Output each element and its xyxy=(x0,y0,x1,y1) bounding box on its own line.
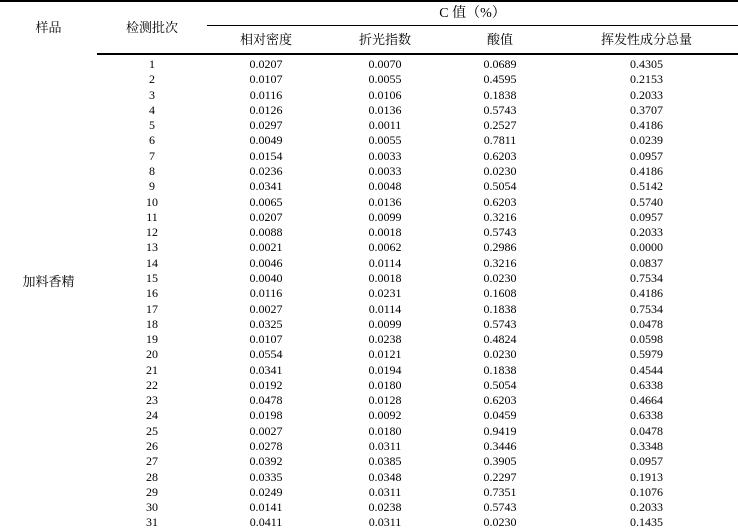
refractive-index-cell: 0.0128 xyxy=(368,393,402,408)
total-volatiles-cell: 0.0478 xyxy=(630,316,663,331)
table-top-rule xyxy=(0,0,738,2)
refractive-index-cell: 0.0311 xyxy=(368,515,402,530)
sample-cell xyxy=(0,317,97,332)
sample-cell xyxy=(0,454,97,469)
acid-value-cell: 0.7811 xyxy=(483,133,517,148)
acid-value-cell: 0.1608 xyxy=(483,286,517,301)
batch-cell: 3 xyxy=(149,87,155,102)
sample-cell xyxy=(0,103,97,118)
refractive-index-cell: 0.0121 xyxy=(368,347,402,362)
sample-cell xyxy=(0,88,97,103)
sample-cell xyxy=(0,302,97,317)
total-volatiles-cell: 0.1913 xyxy=(630,469,663,484)
batch-cell: 10 xyxy=(146,194,158,209)
acid-value-cell: 0.1838 xyxy=(483,301,517,316)
acid-value-cell: 0.5054 xyxy=(483,179,517,194)
total-volatiles-cell: 0.5142 xyxy=(630,179,663,194)
batch-cell: 9 xyxy=(149,179,155,194)
table-row xyxy=(0,118,738,133)
sample-cell xyxy=(0,133,97,148)
total-volatiles-cell: 0.5979 xyxy=(630,347,663,362)
header-bottom-rule xyxy=(97,53,738,55)
total-volatiles-cell: 0.5740 xyxy=(630,194,663,209)
table-row xyxy=(0,302,738,317)
sample-cell xyxy=(0,164,97,179)
refractive-index-cell: 0.0048 xyxy=(368,179,402,194)
sample-cell xyxy=(0,408,97,423)
sample-cell xyxy=(0,225,97,240)
batch-cell: 23 xyxy=(146,393,158,408)
sample-cell xyxy=(0,439,97,454)
total-volatiles-cell: 0.2033 xyxy=(630,500,663,515)
relative-density-cell: 0.0207 xyxy=(249,57,283,71)
table-row xyxy=(0,393,738,408)
sample-cell xyxy=(0,500,97,515)
group-header-cvalue: C 值（%） xyxy=(439,6,506,21)
acid-value-cell: 0.3905 xyxy=(483,454,517,469)
table-body xyxy=(0,57,738,531)
refractive-index-cell: 0.0114 xyxy=(368,255,402,270)
table-row xyxy=(0,240,738,255)
refractive-index-cell: 0.0055 xyxy=(368,133,402,148)
sample-cell xyxy=(0,485,97,500)
table-row xyxy=(0,500,738,515)
acid-value-cell: 0.5743 xyxy=(483,102,517,117)
relative-density-cell: 0.0141 xyxy=(249,500,283,515)
sample-cell xyxy=(0,195,97,210)
relative-density-cell: 0.0049 xyxy=(249,133,283,148)
batch-cell: 1 xyxy=(149,57,155,71)
acid-value-cell: 0.3216 xyxy=(483,209,517,224)
batch-cell: 26 xyxy=(146,439,158,454)
acid-value-cell: 0.6203 xyxy=(483,194,517,209)
refractive-index-cell: 0.0018 xyxy=(368,270,402,285)
total-volatiles-cell: 0.0478 xyxy=(630,423,663,438)
total-volatiles-cell: 0.4186 xyxy=(630,286,663,301)
acid-value-cell: 0.9419 xyxy=(483,423,517,438)
relative-density-cell: 0.0027 xyxy=(249,423,283,438)
relative-density-cell: 0.0335 xyxy=(249,469,283,484)
batch-cell: 5 xyxy=(149,118,155,133)
total-volatiles-cell: 0.4186 xyxy=(630,118,663,133)
table-row xyxy=(0,271,738,286)
sample-cell xyxy=(0,363,97,378)
refractive-index-cell: 0.0348 xyxy=(368,469,402,484)
total-volatiles-cell: 0.0957 xyxy=(630,454,663,469)
table-row xyxy=(0,332,738,347)
total-volatiles-cell: 0.4544 xyxy=(630,362,663,377)
relative-density-cell: 0.0088 xyxy=(249,225,283,240)
batch-cell: 19 xyxy=(146,332,158,347)
table-row xyxy=(0,256,738,271)
table-row xyxy=(0,179,738,194)
sample-cell xyxy=(0,57,97,72)
total-volatiles-cell: 0.2033 xyxy=(630,87,663,102)
batch-cell: 13 xyxy=(146,240,158,255)
refractive-index-cell: 0.0099 xyxy=(368,209,402,224)
batch-cell: 20 xyxy=(146,347,158,362)
column-header-relative-density: 相对密度 xyxy=(239,32,292,47)
batch-cell: 31 xyxy=(146,515,158,530)
refractive-index-cell: 0.0180 xyxy=(368,423,402,438)
refractive-index-cell: 0.0180 xyxy=(368,377,402,392)
acid-value-cell: 0.0459 xyxy=(483,408,517,423)
refractive-index-cell: 0.0106 xyxy=(368,87,402,102)
relative-density-cell: 0.0027 xyxy=(249,301,283,316)
table-row xyxy=(0,286,738,301)
sample-cell xyxy=(0,393,97,408)
acid-value-cell: 0.4595 xyxy=(483,72,517,87)
refractive-index-cell: 0.0385 xyxy=(368,454,402,469)
total-volatiles-cell: 0.7534 xyxy=(630,301,663,316)
total-volatiles-cell: 0.0598 xyxy=(630,332,663,347)
relative-density-cell: 0.0107 xyxy=(249,332,283,347)
batch-cell: 30 xyxy=(146,500,158,515)
total-volatiles-cell: 0.4305 xyxy=(630,57,663,71)
table-row xyxy=(0,470,738,485)
refractive-index-cell: 0.0231 xyxy=(368,286,402,301)
table-row xyxy=(0,317,738,332)
acid-value-cell: 0.6203 xyxy=(483,393,517,408)
table-row xyxy=(0,103,738,118)
acid-value-cell: 0.5743 xyxy=(483,500,517,515)
relative-density-cell: 0.0107 xyxy=(249,72,283,87)
sample-cell xyxy=(0,332,97,347)
refractive-index-cell: 0.0033 xyxy=(368,163,402,178)
sample-cell xyxy=(0,271,97,286)
relative-density-cell: 0.0207 xyxy=(249,209,283,224)
sample-cell xyxy=(0,72,97,87)
table-row xyxy=(0,408,738,423)
acid-value-cell: 0.5054 xyxy=(483,377,517,392)
table-row xyxy=(0,439,738,454)
total-volatiles-cell: 0.6338 xyxy=(630,377,663,392)
batch-cell: 8 xyxy=(149,163,155,178)
sample-cell xyxy=(0,424,97,439)
batch-cell: 12 xyxy=(146,225,158,240)
sample-cell xyxy=(0,118,97,133)
sample-cell xyxy=(0,149,97,164)
table-row xyxy=(0,515,738,530)
refractive-index-cell: 0.0311 xyxy=(368,439,402,454)
refractive-index-cell: 0.0194 xyxy=(368,362,402,377)
acid-value-cell: 0.5743 xyxy=(483,225,517,240)
table-row xyxy=(0,210,738,225)
batch-cell: 25 xyxy=(146,423,158,438)
batch-cell: 22 xyxy=(146,377,158,392)
total-volatiles-cell: 0.1435 xyxy=(630,515,663,530)
refractive-index-cell: 0.0238 xyxy=(368,332,402,347)
acid-value-cell: 0.2297 xyxy=(483,469,517,484)
batch-cell: 27 xyxy=(146,454,158,469)
batch-cell: 11 xyxy=(146,209,158,224)
table-row xyxy=(0,149,738,164)
batch-cell: 24 xyxy=(146,408,158,423)
table-row xyxy=(0,424,738,439)
total-volatiles-cell: 0.3348 xyxy=(630,439,663,454)
refractive-index-cell: 0.0033 xyxy=(368,148,402,163)
sample-cell xyxy=(0,179,97,194)
table-row xyxy=(0,195,738,210)
batch-cell: 18 xyxy=(146,316,158,331)
relative-density-cell: 0.0341 xyxy=(249,362,283,377)
table-row xyxy=(0,378,738,393)
sample-cell xyxy=(0,286,97,301)
batch-cell: 6 xyxy=(149,133,155,148)
acid-value-cell: 0.4824 xyxy=(483,332,517,347)
sample-cell xyxy=(0,470,97,485)
total-volatiles-cell: 0.0239 xyxy=(630,133,663,148)
acid-value-cell: 0.2527 xyxy=(483,118,517,133)
relative-density-cell: 0.0192 xyxy=(249,377,283,392)
relative-density-cell: 0.0065 xyxy=(249,194,283,209)
relative-density-cell: 0.0116 xyxy=(249,87,283,102)
total-volatiles-cell: 0.0837 xyxy=(630,255,663,270)
group-header-rule xyxy=(207,25,738,26)
batch-cell: 17 xyxy=(146,301,158,316)
total-volatiles-cell: 0.4664 xyxy=(630,393,663,408)
table-row xyxy=(0,485,738,500)
relative-density-cell: 0.0040 xyxy=(249,270,283,285)
relative-density-cell: 0.0478 xyxy=(249,393,283,408)
sample-cell xyxy=(0,347,97,362)
column-header-batch: 检测批次 xyxy=(125,20,178,35)
relative-density-cell: 0.0126 xyxy=(249,102,283,117)
batch-cell: 7 xyxy=(149,148,155,163)
batch-cell: 16 xyxy=(146,286,158,301)
table-row xyxy=(0,363,738,378)
total-volatiles-cell: 0.2153 xyxy=(630,72,663,87)
batch-cell: 2 xyxy=(149,72,155,87)
table-row xyxy=(0,88,738,103)
batch-cell: 28 xyxy=(146,469,158,484)
relative-density-cell: 0.0021 xyxy=(249,240,283,255)
sample-cell xyxy=(0,256,97,271)
table-row xyxy=(0,454,738,469)
acid-value-cell: 0.0230 xyxy=(483,515,517,530)
refractive-index-cell: 0.0311 xyxy=(368,484,402,499)
relative-density-cell: 0.0154 xyxy=(249,148,283,163)
table-row xyxy=(0,225,738,240)
column-header-refractive-index: 折光指数 xyxy=(358,32,411,47)
sample-cell xyxy=(0,240,97,255)
batch-cell: 21 xyxy=(146,362,158,377)
acid-value-cell: 0.0230 xyxy=(483,347,517,362)
total-volatiles-cell: 0.7534 xyxy=(630,270,663,285)
relative-density-cell: 0.0046 xyxy=(249,255,283,270)
refractive-index-cell: 0.0062 xyxy=(368,240,402,255)
sample-cell xyxy=(0,210,97,225)
total-volatiles-cell: 0.3707 xyxy=(630,102,663,117)
column-header-sample: 样品 xyxy=(35,20,62,35)
relative-density-cell: 0.0325 xyxy=(249,316,283,331)
table-row xyxy=(0,57,738,72)
relative-density-cell: 0.0341 xyxy=(249,179,283,194)
acid-value-cell: 0.6203 xyxy=(483,148,517,163)
total-volatiles-cell: 0.4186 xyxy=(630,163,663,178)
relative-density-cell: 0.0116 xyxy=(249,286,283,301)
refractive-index-cell: 0.0238 xyxy=(368,500,402,515)
batch-cell: 15 xyxy=(146,270,158,285)
relative-density-cell: 0.0198 xyxy=(249,408,283,423)
relative-density-cell: 0.0411 xyxy=(249,515,283,530)
total-volatiles-cell: 0.0957 xyxy=(630,209,663,224)
refractive-index-cell: 0.0011 xyxy=(368,118,402,133)
relative-density-cell: 0.0392 xyxy=(249,454,283,469)
sample-cell xyxy=(0,378,97,393)
acid-value-cell: 0.3446 xyxy=(483,439,517,454)
relative-density-cell: 0.0554 xyxy=(249,347,283,362)
batch-cell: 29 xyxy=(146,484,158,499)
refractive-index-cell: 0.0018 xyxy=(368,225,402,240)
refractive-index-cell: 0.0136 xyxy=(368,102,402,117)
batch-cell: 14 xyxy=(146,255,158,270)
refractive-index-cell: 0.0055 xyxy=(368,72,402,87)
relative-density-cell: 0.0249 xyxy=(249,484,283,499)
table-row xyxy=(0,347,738,362)
table-row xyxy=(0,72,738,87)
sample-name-label: 加料香精 xyxy=(22,274,75,289)
total-volatiles-cell: 0.0000 xyxy=(630,240,663,255)
acid-value-cell: 0.0689 xyxy=(483,57,517,71)
sample-cell xyxy=(0,515,97,530)
acid-value-cell: 0.1838 xyxy=(483,87,517,102)
column-header-total-volatiles: 挥发性成分总量 xyxy=(600,32,692,47)
relative-density-cell: 0.0297 xyxy=(249,118,283,133)
refractive-index-cell: 0.0099 xyxy=(368,316,402,331)
batch-cell: 4 xyxy=(149,102,155,117)
acid-value-cell: 0.0230 xyxy=(483,163,517,178)
relative-density-cell: 0.0236 xyxy=(249,163,283,178)
total-volatiles-cell: 0.2033 xyxy=(630,225,663,240)
acid-value-cell: 0.7351 xyxy=(483,484,517,499)
acid-value-cell: 0.1838 xyxy=(483,362,517,377)
table-row xyxy=(0,133,738,148)
refractive-index-cell: 0.0092 xyxy=(368,408,402,423)
column-header-acid-value: 酸值 xyxy=(486,32,513,47)
refractive-index-cell: 0.0070 xyxy=(368,57,402,71)
total-volatiles-cell: 0.6338 xyxy=(630,408,663,423)
relative-density-cell: 0.0278 xyxy=(249,439,283,454)
acid-value-cell: 0.3216 xyxy=(483,255,517,270)
acid-value-cell: 0.2986 xyxy=(483,240,517,255)
table-row xyxy=(0,164,738,179)
refractive-index-cell: 0.0114 xyxy=(368,301,402,316)
total-volatiles-cell: 0.0957 xyxy=(630,148,663,163)
acid-value-cell: 0.5743 xyxy=(483,316,517,331)
refractive-index-cell: 0.0136 xyxy=(368,194,402,209)
total-volatiles-cell: 0.1076 xyxy=(630,484,663,499)
acid-value-cell: 0.0230 xyxy=(483,270,517,285)
